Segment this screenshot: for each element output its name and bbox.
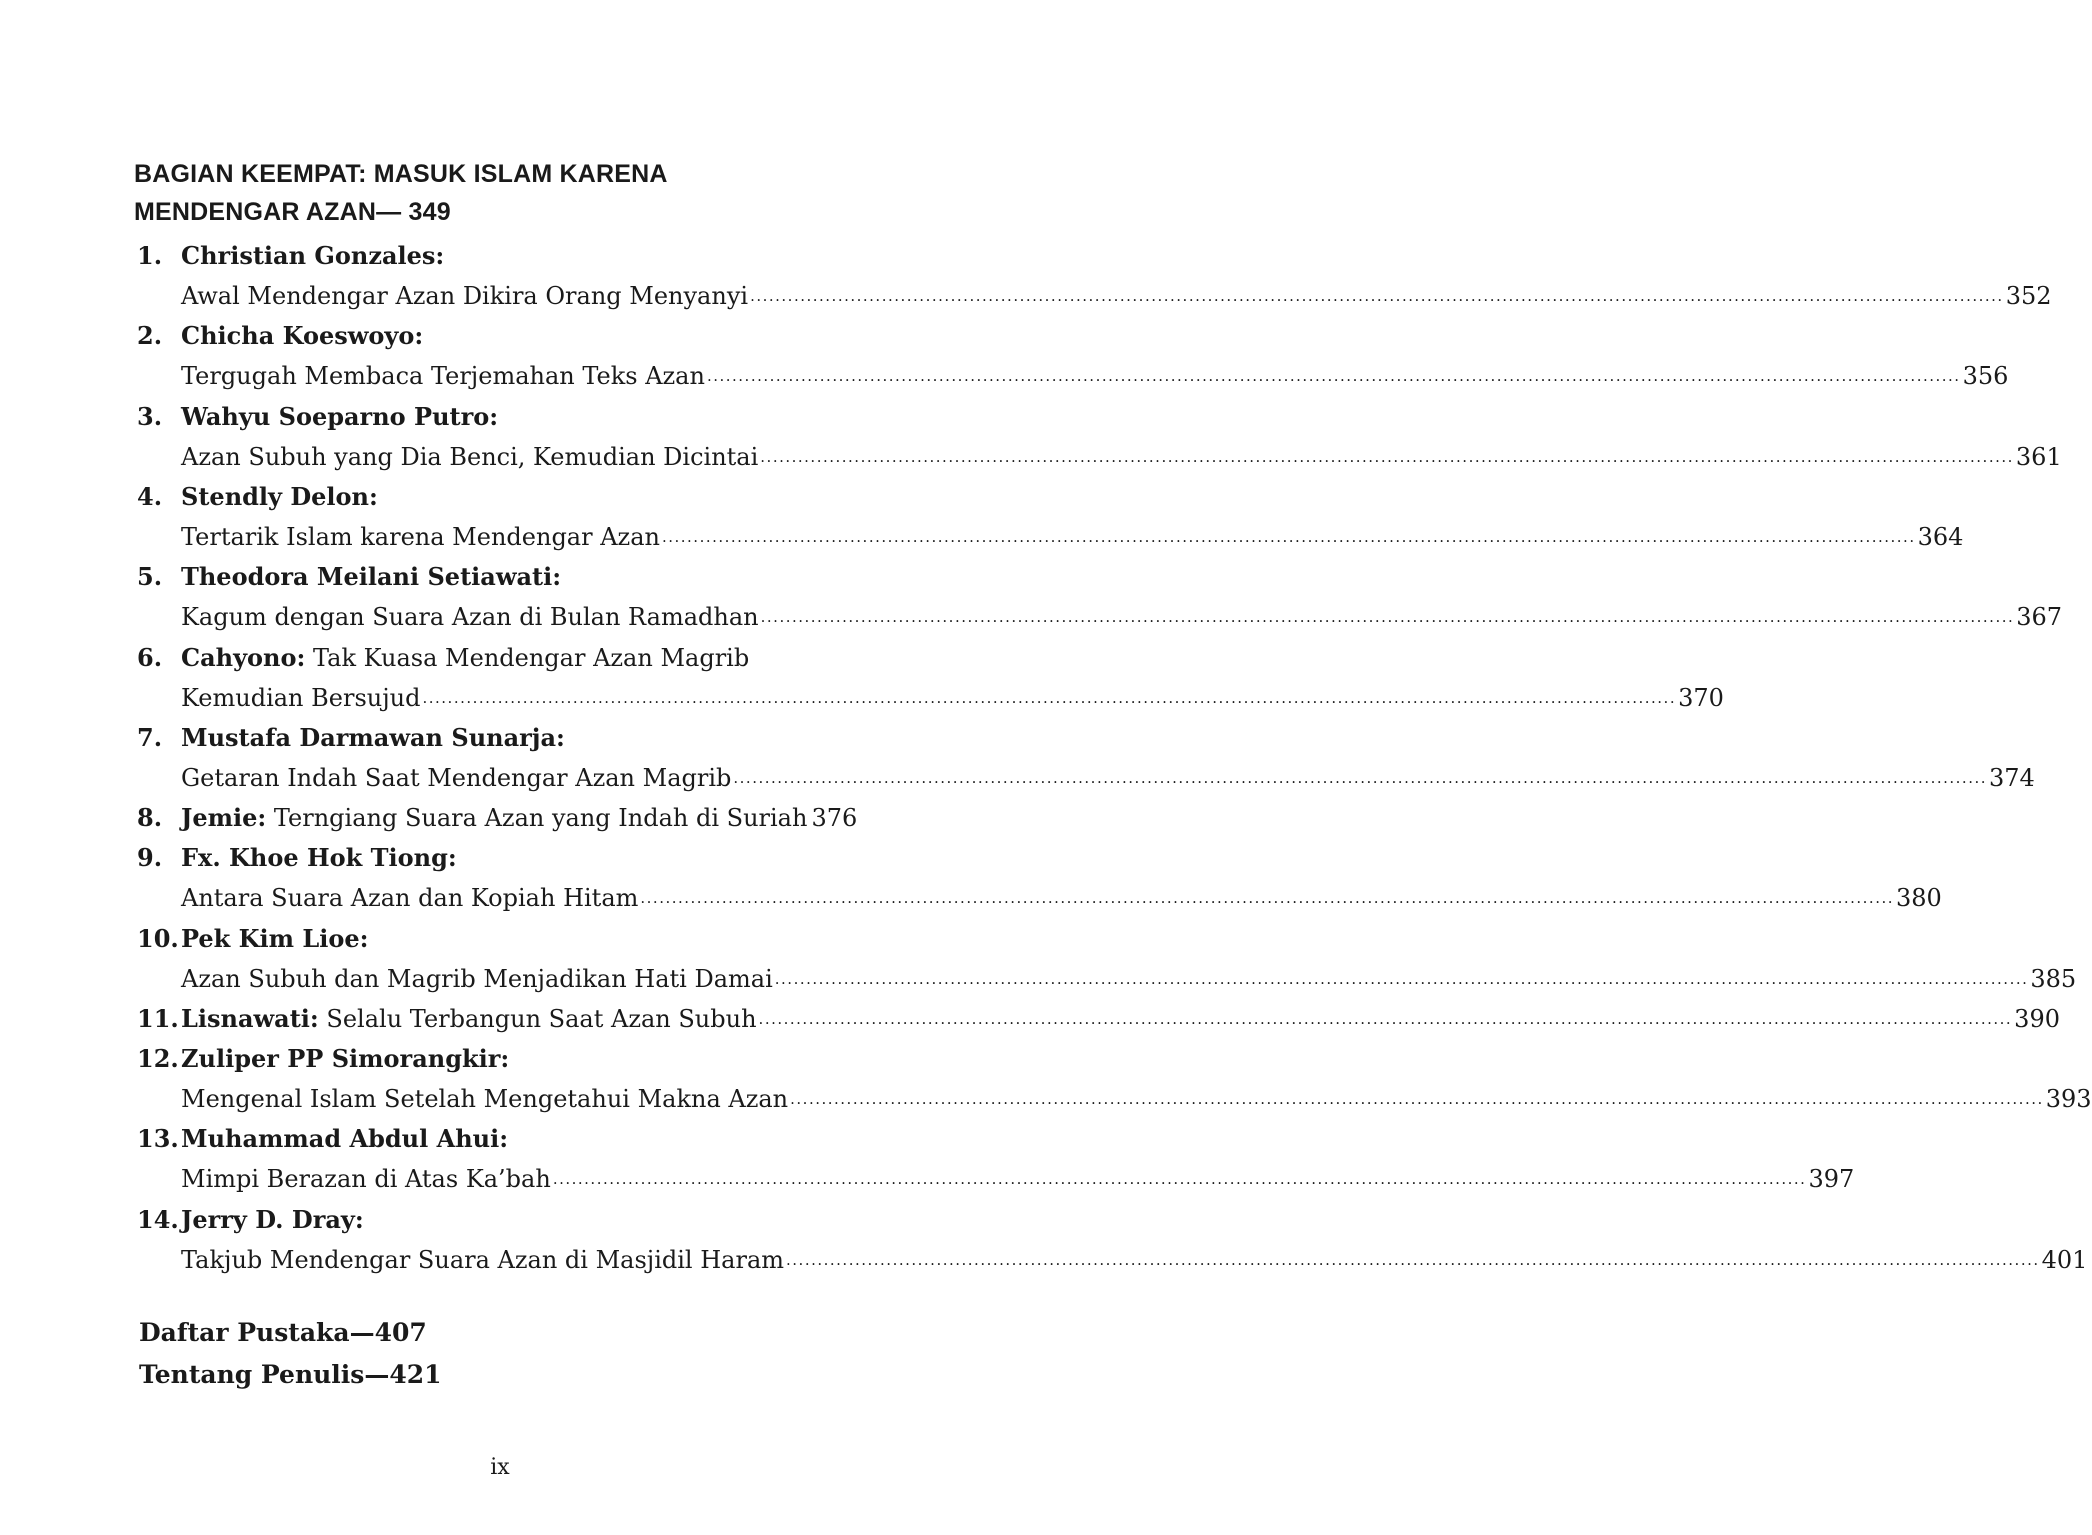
entry-single-line — [181, 999, 2060, 1039]
entry-number: 10. — [137, 923, 179, 953]
entry-number: 2. — [137, 321, 163, 351]
toc-entry-subtitle-line — [0, 437, 2062, 477]
entry-subtitle — [181, 758, 2035, 798]
entry-number: 11. — [137, 1003, 179, 1033]
dot-leader: ........................................................................................................................................................................................................ — [760, 447, 2014, 466]
section-title-line-1: BAGIAN KEEMPAT: MASUK ISLAM KARENA — [134, 160, 668, 188]
toc-entry-subtitle-line — [0, 597, 2063, 637]
entry-subtitle-text: Mengenal Islam Setelah Mengetahui Makna Azan — [181, 1085, 789, 1114]
entry-name-bold: Mustafa Darmawan Sunarja: — [181, 722, 565, 752]
dot-leader: ........................................................................................................................................................................................................ — [706, 367, 1961, 386]
entry-number: 9. — [137, 843, 163, 873]
entry-subtitle-text: Kagum dengan Suara Azan di Bulan Ramadhan — [181, 603, 759, 632]
entry-page-number: 356 — [1962, 362, 2009, 391]
entry-name — [181, 236, 444, 276]
toc-entry-heading — [0, 798, 1000, 838]
toc-entry-heading — [0, 557, 1000, 597]
toc-entry-heading — [0, 477, 1000, 517]
entry-number: 13. — [137, 1124, 179, 1154]
entry-subtitle — [181, 517, 1964, 557]
dot-leader: ........................................................................................................................................................................................................ — [733, 768, 1988, 787]
dot-leader: ........................................................................................................................................................................................................ — [640, 889, 1895, 908]
entry-name — [181, 718, 565, 758]
entry-subtitle — [181, 1079, 2092, 1119]
entry-subtitle-text: Getaran Indah Saat Mendengar Azan Magrib — [181, 763, 732, 792]
entry-page-number: 374 — [1989, 763, 2035, 792]
entry-name — [181, 919, 369, 959]
toc-entry-heading — [0, 397, 1000, 437]
entry-subtitle-text: Takjub Mendengar Suara Azan di Masjidil Haram — [181, 1245, 785, 1274]
entry-name-rest: Terngiang Suara Azan yang Indah di Suriah — [266, 804, 808, 833]
entry-page-number: 376 — [811, 804, 858, 833]
entry-number: 5. — [137, 562, 163, 592]
entry-page-number: 364 — [1917, 523, 1964, 552]
dot-leader: ........................................................................................................................................................................................................ — [774, 969, 2029, 988]
entry-number: 12. — [137, 1044, 179, 1073]
entry-name-bold: Stendly Delon: — [181, 481, 378, 511]
entry-page-number: 385 — [2030, 964, 2077, 993]
toc-entry-subtitle-line — [0, 1079, 2092, 1119]
entry-subtitle-text: Awal Mendengar Azan Dikira Orang Menyanyi — [181, 282, 749, 311]
entry-page-number: 361 — [2015, 442, 2062, 471]
entry-name — [181, 477, 378, 517]
dot-leader: ........................................................................................................................................................................................................ — [661, 528, 1916, 547]
entry-name — [181, 397, 498, 437]
entry-page-number: 397 — [1808, 1165, 1855, 1194]
toc-entry-heading — [0, 638, 1000, 678]
entry-name-bold: Chicha Koeswoyo: — [181, 321, 424, 351]
toc-entry-subtitle-line — [0, 959, 2077, 999]
toc-entry-subtitle-line — [0, 276, 2052, 316]
entry-name — [181, 1200, 364, 1240]
entry-number: 8. — [137, 803, 163, 833]
dot-leader: ........................................................................................................................................................................................................ — [760, 608, 2015, 627]
entry-name-bold: Jerry D. Dray: — [181, 1204, 364, 1234]
entry-subtitle-text: Tertarik Islam karena Mendengar Azan — [181, 523, 660, 552]
entry-subtitle — [181, 276, 2052, 316]
about-author-entry: Tentang Penulis—421 — [139, 1360, 442, 1389]
entry-name-bold: Cahyono: — [181, 642, 306, 672]
toc-entry-heading — [0, 1119, 1000, 1159]
entry-subtitle — [181, 959, 2077, 999]
entry-subtitle — [181, 356, 2009, 396]
entry-name-bold: Wahyu Soeparno Putro: — [181, 401, 499, 431]
dot-leader: ........................................................................................................................................................................................................ — [422, 688, 1677, 707]
entry-page-number: 390 — [2014, 1004, 2060, 1033]
entry-name-rest: Tak Kuasa Mendengar Azan Magrib — [305, 643, 750, 672]
entry-name — [181, 557, 561, 597]
bibliography-entry: Daftar Pustaka—407 — [139, 1318, 427, 1347]
entry-name-bold: Fx. Khoe Hok Tiong: — [181, 843, 457, 873]
entry-subtitle-text: Kemudian Bersujud — [181, 683, 421, 712]
entry-name — [181, 638, 749, 678]
entry-name-bold: Pek Kim Lioe: — [181, 923, 369, 953]
entry-subtitle-text: Mimpi Berazan di Atas Ka’bah — [181, 1165, 551, 1194]
toc-entry-heading — [0, 1039, 1000, 1079]
entry-subtitle-text: Antara Suara Azan dan Kopiah Hitam — [181, 884, 639, 913]
entry-number: 4. — [137, 481, 163, 511]
entry-name — [181, 1119, 508, 1159]
entry-name — [181, 316, 423, 356]
toc-entry-heading — [0, 718, 1000, 758]
entry-name-bold: Jemie: — [181, 803, 267, 833]
entry-name-rest: Selalu Terbangun Saat Azan Subuh — [318, 1004, 757, 1033]
page-number: ix — [490, 1455, 510, 1480]
entry-subtitle — [181, 437, 2062, 477]
entry-page-number: 370 — [1678, 683, 1724, 712]
toc-entry-subtitle-line — [0, 678, 1724, 718]
entry-subtitle — [181, 597, 2063, 637]
entry-subtitle-text: Azan Subuh yang Dia Benci, Kemudian Dicintai — [181, 442, 759, 471]
entry-name-bold: Zuliper PP Simorangkir: — [181, 1044, 510, 1073]
toc-entry-subtitle-line — [0, 1240, 2088, 1280]
toc-entry-subtitle-line — [0, 1159, 1855, 1199]
entry-subtitle — [181, 1159, 1855, 1199]
entry-single-line — [181, 798, 856, 838]
entry-number: 1. — [137, 241, 163, 270]
toc-entry-subtitle-line — [0, 878, 1942, 918]
toc-entry-heading — [0, 1200, 1000, 1240]
toc-entry-subtitle-line — [0, 758, 2035, 798]
dot-leader: ........................................................................................................................................................................................................ — [790, 1090, 2044, 1109]
entry-name-bold: Christian Gonzales: — [181, 241, 445, 270]
toc-entry-heading — [0, 999, 2060, 1039]
entry-subtitle — [181, 1240, 2088, 1280]
entry-name — [181, 838, 457, 878]
toc-entry-heading — [0, 316, 1000, 356]
entry-subtitle — [181, 678, 1724, 718]
entry-page-number: 380 — [1896, 884, 1942, 913]
entry-name — [181, 1039, 509, 1079]
entry-subtitle-text: Tergugah Membaca Terjemahan Teks Azan — [181, 362, 705, 391]
entry-page-number: 393 — [2045, 1085, 2092, 1114]
entry-page-number: 367 — [2016, 603, 2063, 632]
entry-name-bold: Theodora Meilani Setiawati: — [181, 562, 562, 592]
entry-page-number: 352 — [2005, 282, 2052, 311]
entry-name-bold: Lisnawati: — [181, 1003, 319, 1033]
toc-entry-subtitle-line — [0, 356, 2009, 396]
dot-leader: ........................................................................................................................................................................................................ — [786, 1250, 2040, 1269]
dot-leader: ........................................................................................................................................................................................................ — [758, 1009, 2013, 1028]
section-title-line-2: MENDENGAR AZAN— 349 — [134, 198, 451, 226]
entry-number: 6. — [137, 642, 163, 672]
entry-page-number: 401 — [2041, 1245, 2088, 1274]
entry-number: 3. — [137, 401, 163, 431]
entry-number: 7. — [137, 722, 163, 752]
entry-name-bold: Muhammad Abdul Ahui: — [181, 1124, 509, 1154]
dot-leader: ........................................................................................................................................................................................................ — [552, 1170, 1807, 1189]
toc-entry-subtitle-line — [0, 517, 1964, 557]
dot-leader: ........................................................................................................................................................................................................ — [750, 287, 2004, 306]
toc-entry-heading — [0, 838, 1000, 878]
toc-entry-heading — [0, 236, 1000, 276]
entry-number: 14. — [137, 1204, 179, 1234]
entry-subtitle-text: Azan Subuh dan Magrib Menjadikan Hati Damai — [181, 964, 773, 993]
toc-entry-heading — [0, 919, 1000, 959]
entry-subtitle — [181, 878, 1942, 918]
